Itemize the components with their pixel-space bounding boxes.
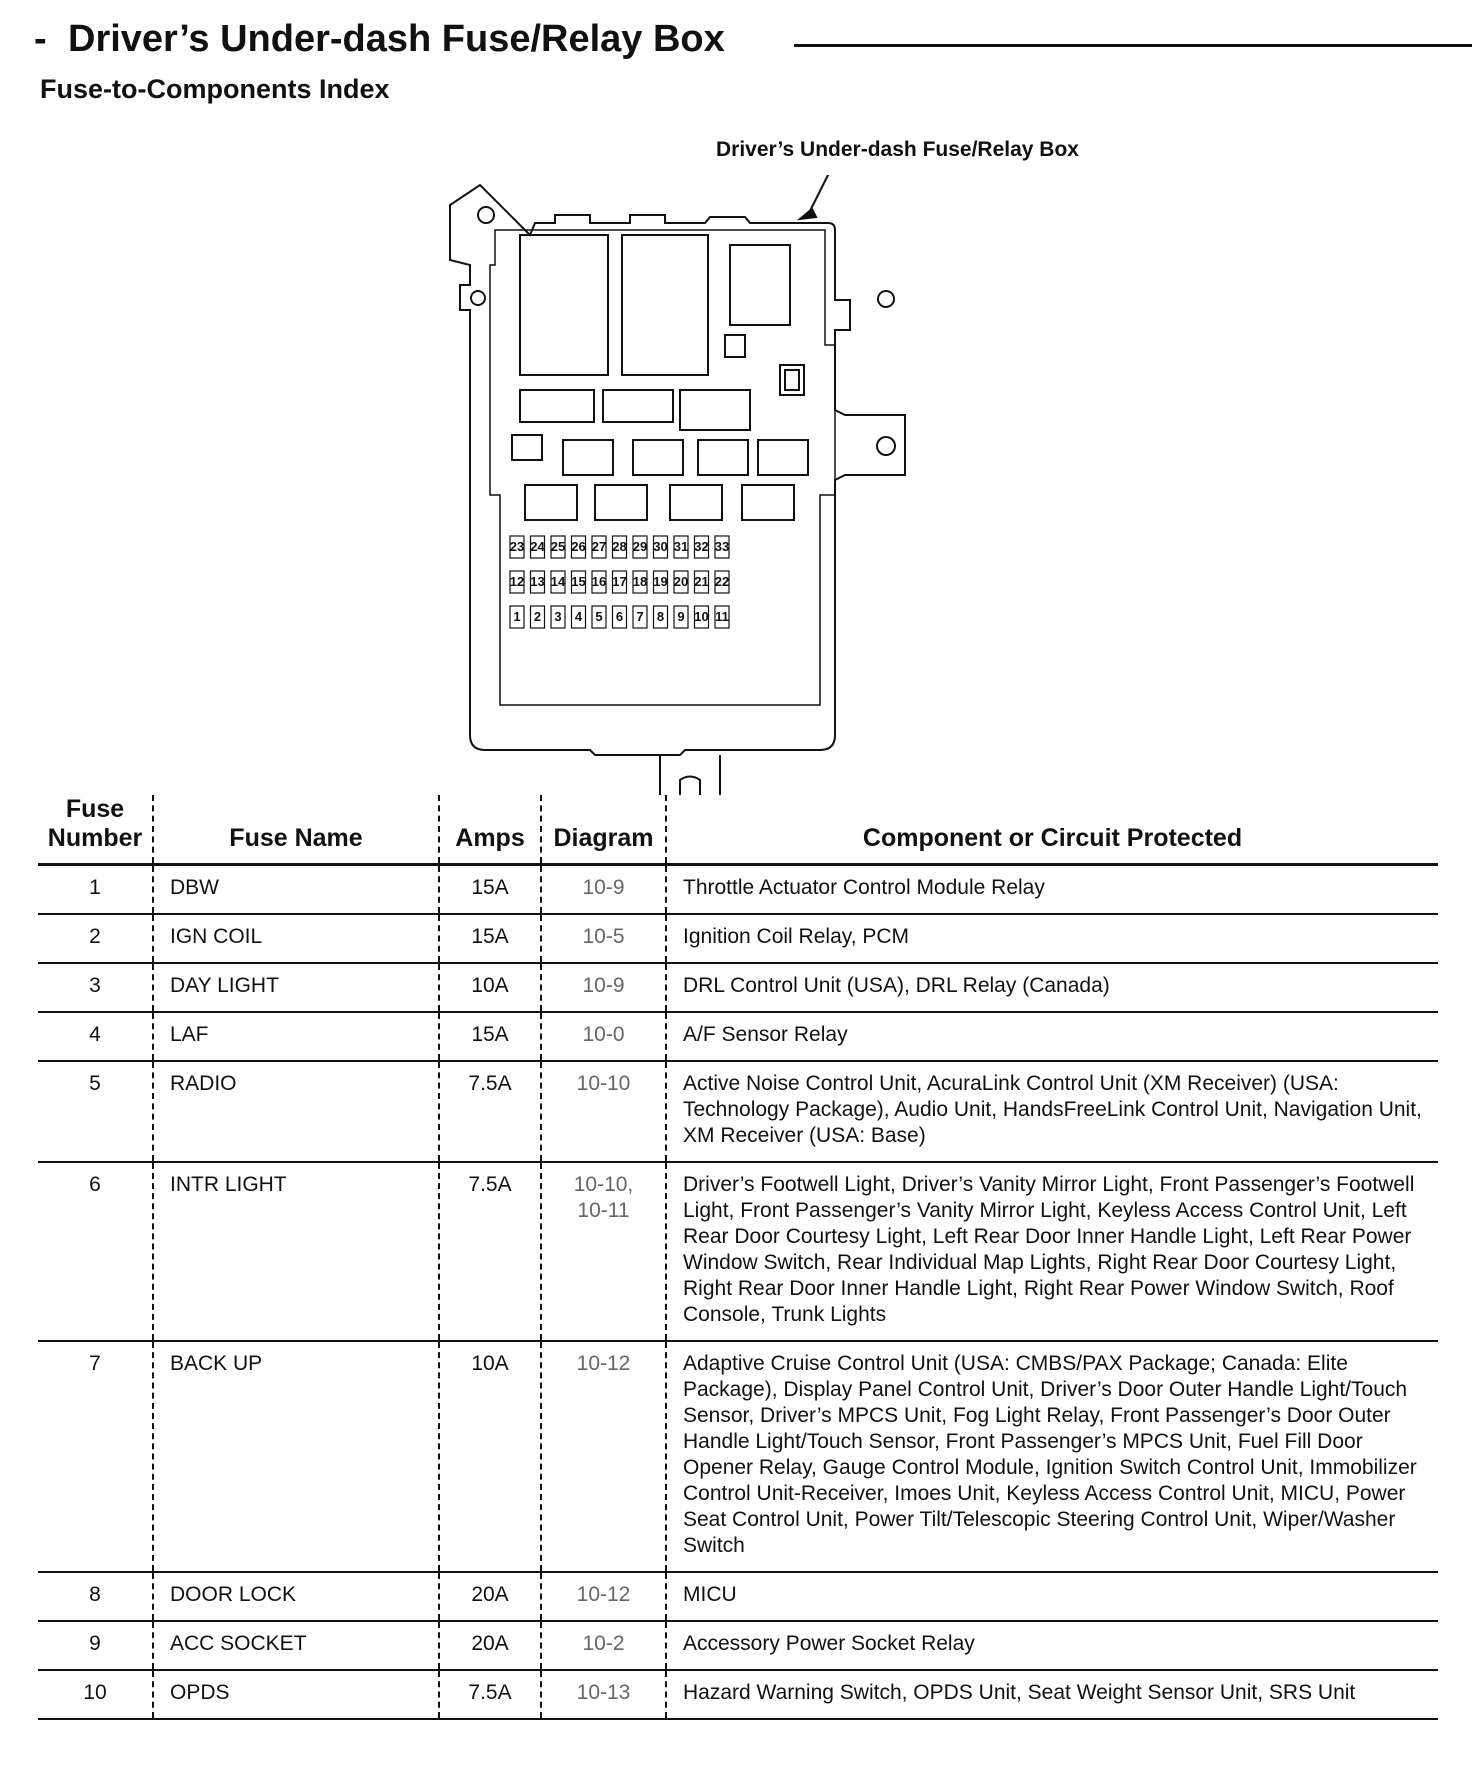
component-cell: Adaptive Cruise Control Unit (USA: CMBS/PAX Package; Canada: Elite Package), Display Panel Control Unit, Driver’s Door Outer Handle Light/Touch Sensor, Driver’s MPCS Unit, Fog Light Relay, Front Passenger’s Door Outer Handle Light/Touch Sensor, Front Passenger’s MPCS Unit, Fuel Fill Door Opener Relay, Gauge Control Module, Ignition Switch Control Unit, Immobilizer Control Unit-Receiver, Imoes Unit, Keyless Access Control Unit, MICU, Power Seat Control Unit, Power Tilt/Telescopic Steering Control Unit, Wiper/Washer Switch xyxy=(666,1341,1438,1572)
relay-terminal-inner xyxy=(785,370,799,390)
relay-clip xyxy=(512,435,542,460)
fuse-number-cell: 9 xyxy=(89,1632,101,1655)
fuse-number-cell: 7 xyxy=(89,1352,101,1375)
fuse-name-cell: IGN COIL xyxy=(153,914,439,963)
fuse-index-table xyxy=(38,795,1438,1720)
page-header xyxy=(34,8,1444,68)
table-row xyxy=(38,1572,1438,1621)
relay-large xyxy=(622,235,708,375)
component-cell: Hazard Warning Switch, OPDS Unit, Seat Weight Sensor Unit, SRS Unit xyxy=(666,1670,1438,1719)
diagram-cell: 10-2 xyxy=(541,1621,666,1670)
fuse-number-cell: 3 xyxy=(89,974,101,997)
relay-mid xyxy=(595,485,647,520)
fuse-name-cell: DBW xyxy=(153,865,439,915)
fuse-slot-number: 10 xyxy=(694,609,709,624)
title-dash: - xyxy=(34,18,47,60)
section-subtitle: Fuse-to-Components Index xyxy=(40,74,390,104)
diagram-cell: 10-0 xyxy=(541,1012,666,1061)
diagram-cell: 10-9 xyxy=(541,865,666,915)
mount-hole xyxy=(471,291,485,305)
diagram-cell: 10-13 xyxy=(541,1670,666,1719)
relay-mid xyxy=(563,440,613,475)
fuse-slot-number: 12 xyxy=(509,574,525,589)
fuse-slot-number: 15 xyxy=(571,574,586,589)
fuse-slot-number: 5 xyxy=(595,609,603,624)
label-pointer-arrowhead xyxy=(800,209,816,219)
relay-mid xyxy=(525,485,577,520)
fuse-slot-number: 3 xyxy=(554,609,562,624)
fuse-slot-number: 26 xyxy=(571,539,586,554)
fuse-slot-number: 7 xyxy=(636,609,644,624)
amps-cell: 20A xyxy=(439,1621,541,1670)
component-cell: Driver’s Footwell Light, Driver’s Vanity Mirror Light, Front Passenger’s Footwell Light, Front Passenger’s Vanity Mirror Light, Keyless Access Control Unit, Left Rear Door Courtesy Light, Left Rear Door Inner Handle Light, Left Rear Power Window Switch, Rear Individual Map Lights, Right Rear Door Courtesy Light, Right Rear Door Inner Handle Light, Right Rear Power Window Switch, Roof Console, Trunk Lights xyxy=(666,1162,1438,1341)
fuse-slot-number: 31 xyxy=(673,539,689,554)
fuse-slot-number: 14 xyxy=(550,574,566,589)
fuse-name-cell: LAF xyxy=(153,1012,439,1061)
fuse-number-cell: 4 xyxy=(89,1023,101,1046)
fuse-slot-number: 16 xyxy=(591,574,607,589)
fuse-number-cell: 5 xyxy=(89,1072,101,1095)
relay-mid xyxy=(680,390,750,430)
fuse-name-cell: INTR LIGHT xyxy=(153,1162,439,1341)
table-row xyxy=(38,1162,1438,1341)
diagram-cell: 10-5 xyxy=(541,914,666,963)
fuse-slot-number: 29 xyxy=(632,539,648,554)
fuse-slot-number: 27 xyxy=(591,539,607,554)
fuse-slot-number: 33 xyxy=(714,539,730,554)
col-header-fuse-number xyxy=(38,795,153,865)
fuse-number-cell: 6 xyxy=(89,1173,101,1196)
col-header-component: Component or Circuit Protected xyxy=(666,795,1438,865)
amps-cell: 15A xyxy=(439,1012,541,1061)
diagram-cell: 10-10, 10-11 xyxy=(541,1162,666,1341)
diagram-cell: 10-10 xyxy=(541,1061,666,1162)
fuse-slot-number: 4 xyxy=(574,609,583,624)
fuse-slot-number: 1 xyxy=(513,609,521,624)
component-cell: DRL Control Unit (USA), DRL Relay (Canada) xyxy=(666,963,1438,1012)
relay-small xyxy=(730,245,790,325)
relay-mid xyxy=(670,485,722,520)
component-cell: Ignition Coil Relay, PCM xyxy=(666,914,1438,963)
diagram-label: Driver’s Under-dash Fuse/Relay Box xyxy=(716,138,1079,161)
fuse-slot-number: 11 xyxy=(715,609,729,624)
connector-tab xyxy=(660,755,720,795)
fuse-slot-number: 21 xyxy=(694,574,709,589)
fuse-number-cell: 10 xyxy=(83,1681,107,1704)
fuse-slot-number: 17 xyxy=(612,574,627,589)
fuse-slot-number: 20 xyxy=(673,574,689,589)
relay-mid xyxy=(742,485,794,520)
fuse-slot-number: 32 xyxy=(694,539,709,554)
amps-cell: 10A xyxy=(439,1341,541,1572)
fuse-number-cell: 1 xyxy=(89,876,101,899)
table-row xyxy=(38,865,1438,915)
page-title: Driver’s Under-dash Fuse/Relay Box xyxy=(68,18,725,60)
component-cell: MICU xyxy=(666,1572,1438,1621)
table-row xyxy=(38,1670,1438,1719)
relay-large xyxy=(520,235,608,375)
col-header-diagram: Diagram xyxy=(541,795,666,865)
amps-cell: 10A xyxy=(439,963,541,1012)
col-header-fuse-number-line1: Fuse xyxy=(65,795,125,823)
fuse-name-cell: BACK UP xyxy=(153,1341,439,1572)
table-row xyxy=(38,963,1438,1012)
amps-cell: 15A xyxy=(439,865,541,915)
table-row xyxy=(38,1341,1438,1572)
fuse-slot-number: 30 xyxy=(653,539,668,554)
fuse-slot-number: 22 xyxy=(714,574,730,589)
fuse-slot-number: 28 xyxy=(612,539,627,554)
box-outline xyxy=(450,185,905,755)
component-cell: Throttle Actuator Control Module Relay xyxy=(666,865,1438,915)
fuse-slot-number: 18 xyxy=(632,574,648,589)
col-header-fuse-name: Fuse Name xyxy=(153,795,439,865)
component-cell: A/F Sensor Relay xyxy=(666,1012,1438,1061)
fuse-slot-number: 25 xyxy=(550,539,566,554)
fuse-name-cell: DOOR LOCK xyxy=(153,1572,439,1621)
fuse-name-cell: DAY LIGHT xyxy=(153,963,439,1012)
amps-cell: 7.5A xyxy=(439,1670,541,1719)
fuse-name-cell: ACC SOCKET xyxy=(153,1621,439,1670)
fuse-number-cell: 8 xyxy=(89,1583,101,1606)
fuse-name-cell: RADIO xyxy=(153,1061,439,1162)
mount-hole xyxy=(877,437,895,455)
table-row xyxy=(38,1061,1438,1162)
relay-mid xyxy=(633,440,683,475)
amps-cell: 7.5A xyxy=(439,1061,541,1162)
table-row xyxy=(38,1012,1438,1061)
fuse-slot-number: 8 xyxy=(656,609,665,624)
diagram-cell: 10-12 xyxy=(541,1341,666,1572)
relay-mid xyxy=(603,390,673,422)
inner-frame xyxy=(490,230,835,705)
col-header-fuse-number-line2: Number xyxy=(47,824,143,852)
amps-cell: 15A xyxy=(439,914,541,963)
table-header-row xyxy=(38,795,1438,865)
amps-cell: 7.5A xyxy=(439,1162,541,1341)
fuse-slot-number: 2 xyxy=(533,609,542,624)
fuse-slot-number: 9 xyxy=(677,609,685,624)
amps-cell: 20A xyxy=(439,1572,541,1621)
component-cell: Active Noise Control Unit, AcuraLink Control Unit (XM Receiver) (USA: Technology Package), Audio Unit, HandsFreeLink Control Unit, Navigation Unit, XM Receiver (USA: Base) xyxy=(666,1061,1438,1162)
col-header-amps: Amps xyxy=(439,795,541,865)
table-row xyxy=(38,1621,1438,1670)
fuse-slot-number: 6 xyxy=(615,609,624,624)
relay-mid xyxy=(758,440,808,475)
table-row xyxy=(38,914,1438,963)
fuse-slot-number: 23 xyxy=(509,539,525,554)
fuse-slot-number: 19 xyxy=(653,574,668,589)
fuse-name-cell: OPDS xyxy=(153,1670,439,1719)
relay-mid xyxy=(698,440,748,475)
fuse-slot-number: 24 xyxy=(530,539,545,554)
relay-mid xyxy=(520,390,594,422)
mount-hole xyxy=(878,291,894,307)
fuse-slot-number: 13 xyxy=(530,574,545,589)
mount-hole xyxy=(478,207,494,223)
diagram-cell: 10-9 xyxy=(541,963,666,1012)
fuse-slot-grid xyxy=(510,536,729,628)
fuse-box-diagram xyxy=(440,175,960,795)
fuse-number-cell: 2 xyxy=(89,925,101,948)
relay-terminal xyxy=(725,335,745,357)
diagram-cell: 10-12 xyxy=(541,1572,666,1621)
component-cell: Accessory Power Socket Relay xyxy=(666,1621,1438,1670)
title-rule xyxy=(794,44,1472,47)
